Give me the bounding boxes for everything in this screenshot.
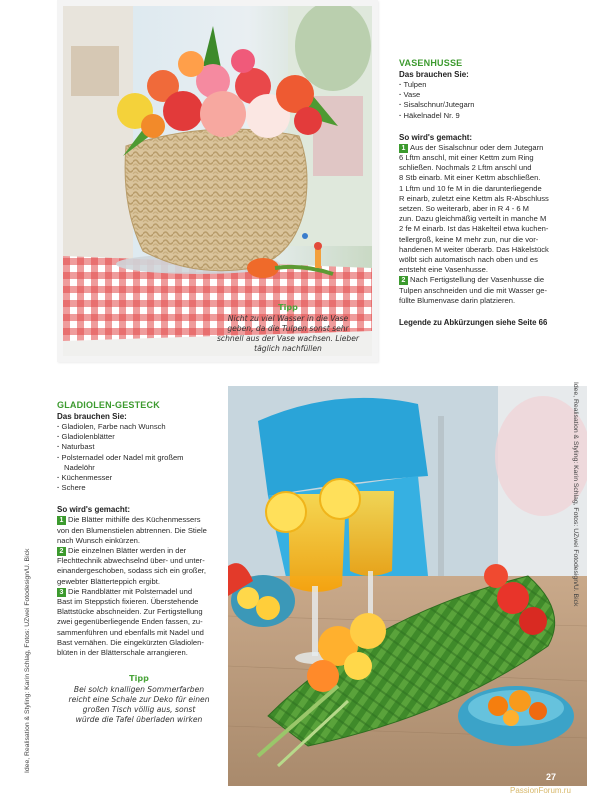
list-item: · Gladiolenblätter <box>57 432 221 442</box>
step-line: Flechttechnik abwechselnd über- und unter- <box>57 556 205 566</box>
step-line: 8 Stb einarb. Mit einer Kettm abschließen. <box>399 173 541 183</box>
gladiolen-instructions <box>57 400 221 725</box>
list-item: · Naturbast <box>57 442 221 452</box>
step-line: wölbt sich automatisch nach oben und es <box>399 255 538 265</box>
step-line: handenen M weiter überarb. Das Häkelstück <box>399 244 549 254</box>
vasenhusse-materials-list <box>399 80 587 121</box>
step-line: Tulpen anschneiden und die mit Wasser ge- <box>399 285 548 295</box>
gladiolen-tip-line: würde die Tafel überladen wirken <box>75 715 203 725</box>
abbreviation-note: Legende zu Abkürzungen siehe Seite 66 <box>399 318 548 328</box>
gladiolen-steps <box>57 515 221 658</box>
step-line: gewebter Blätterteppich ergibt. <box>57 576 160 586</box>
vasenhusse-tip-line: täglich nachfüllen <box>254 344 322 353</box>
step-line: nach Wunsch einkürzen. <box>57 535 141 545</box>
step-line: 2 fe M einarb. Ist das Häkelteil etwa kuchen- <box>399 224 549 234</box>
step-line: füllte Blumenvase darin platzieren. <box>399 295 516 305</box>
step-line: Bast vernähen. Die eingekürzten Gladiolen- <box>57 637 204 647</box>
step-number: 1 <box>399 144 408 153</box>
step-line: setzen. So weiterarb, aber in R 4 - 6 M <box>399 204 529 214</box>
vasenhusse-tip-line: schnell aus der Vase wachsen. Lieber <box>216 334 360 343</box>
gladiolus-arrangement-illustration <box>228 386 587 786</box>
gladiolen-needs-heading: Das brauchen Sie: <box>57 412 127 421</box>
vasenhusse-tip <box>213 303 363 354</box>
step-line: 2 Nach Fertigstellung der Vasenhusse die <box>399 275 587 285</box>
list-item: · Polsternadel oder Nadel mit großem <box>57 453 221 463</box>
step-line: 3 Die Randblätter mit Polsternadel und <box>57 587 221 597</box>
step-line: R einarb, zuletzt eine Kettm als R-Abschluss <box>399 193 549 203</box>
list-item: · Vase <box>399 90 587 100</box>
step-line: schließen. Nochmals 2 Lftm anschl und <box>399 163 532 173</box>
list-item: · Tulpen <box>399 80 587 90</box>
step-line: tellergroß, keine M mehr zun, nur die vor- <box>399 234 539 244</box>
gladiolen-tip-title: Tipp <box>129 674 149 684</box>
gladiolen-tip <box>57 674 221 725</box>
step-line: zun. Dazu gleichmäßig verteilt in manche M <box>399 214 547 224</box>
step-number: 1 <box>57 516 66 525</box>
step-line: blüten in der Blätterschale arrangieren. <box>57 648 188 658</box>
vasenhusse-needs-heading: Das brauchen Sie: <box>399 70 469 79</box>
tulip-vase-photo <box>57 0 378 362</box>
vasenhusse-tip-line: geben, da die Tulpen sonst sehr <box>227 324 349 333</box>
step-line: 1 Aus der Sisalschnur oder dem Jutegarn <box>399 143 587 153</box>
gladiolen-materials-list <box>57 422 221 493</box>
list-item: · Gladiolen, Farbe nach Wunsch <box>57 422 221 432</box>
step-line: Blattstücke abschneiden. Zur Fertigstellung <box>57 607 203 617</box>
photo-credit-right: Idee, Realisation & Styling: Karin Schlag, Fotos: UZwei Fotodesign/U. Bick <box>572 382 579 607</box>
step-line: Bast im Steppstich fixieren. Überstehende <box>57 597 199 607</box>
page-number: 27 <box>546 772 557 782</box>
vasenhusse-tip-title: Tipp <box>278 303 298 312</box>
gladiolen-tip-line: Bei solch knalligen Sommerfarben <box>73 685 205 695</box>
photo-credit-left: Idee, Realisation & Styling: Karin Schlag, Fotos: UZwei Fotodesign/U. Bick <box>24 548 31 773</box>
gladiolen-title: GLADIOLEN-GESTECK <box>57 400 160 410</box>
step-line: 2 Die einzelnen Blätter werden in der <box>57 546 221 556</box>
watermark: PassionForum.ru <box>510 786 571 795</box>
gladiolus-arrangement-photo <box>228 386 587 786</box>
step-line: von den Blumenstielen abtrennen. Die Stiele <box>57 525 207 535</box>
step-line: einandergeschoben, sodass sich ein großer, <box>57 566 207 576</box>
vasenhusse-steps <box>399 143 587 306</box>
list-item: · Schere <box>57 483 221 493</box>
step-number: 2 <box>399 276 408 285</box>
vasenhusse-title: VASENHUSSE <box>399 58 463 68</box>
list-item: · Sisalschnur/Jutegarn <box>399 100 587 110</box>
gladiolen-tip-line: reicht eine Schale zur Deko für einen <box>68 695 210 705</box>
step-line: zwei gegenüberliegende Enden fassen, zu- <box>57 617 203 627</box>
step-line: sammenführen und ebenfalls mit Nadel und <box>57 627 204 637</box>
vasenhusse-tip-line: Nicht zu viel Wasser in die Vase <box>227 314 349 323</box>
step-line: 1 Die Blätter mithilfe des Küchenmessers <box>57 515 221 525</box>
step-line: 1 Lftm und 10 fe M in die darunterliegende <box>399 183 542 193</box>
step-number: 3 <box>57 588 66 597</box>
list-item: Nadelöhr <box>64 462 95 472</box>
vasenhusse-how-heading: So wird's gemacht: <box>399 132 473 142</box>
gladiolen-how-heading: So wird's gemacht: <box>57 505 131 515</box>
step-number: 2 <box>57 547 66 556</box>
step-line: entsteht eine Vasenhusse. <box>399 265 488 275</box>
list-item: · Küchenmesser <box>57 473 221 483</box>
list-item: · Häkelnadel Nr. 9 <box>399 111 587 121</box>
gladiolen-tip-line: großen Tisch völlig aus, sonst <box>82 705 196 715</box>
step-line: 6 Lftm anschl, mit einer Kettm zum Ring <box>399 153 534 163</box>
vasenhusse-instructions <box>399 58 587 327</box>
